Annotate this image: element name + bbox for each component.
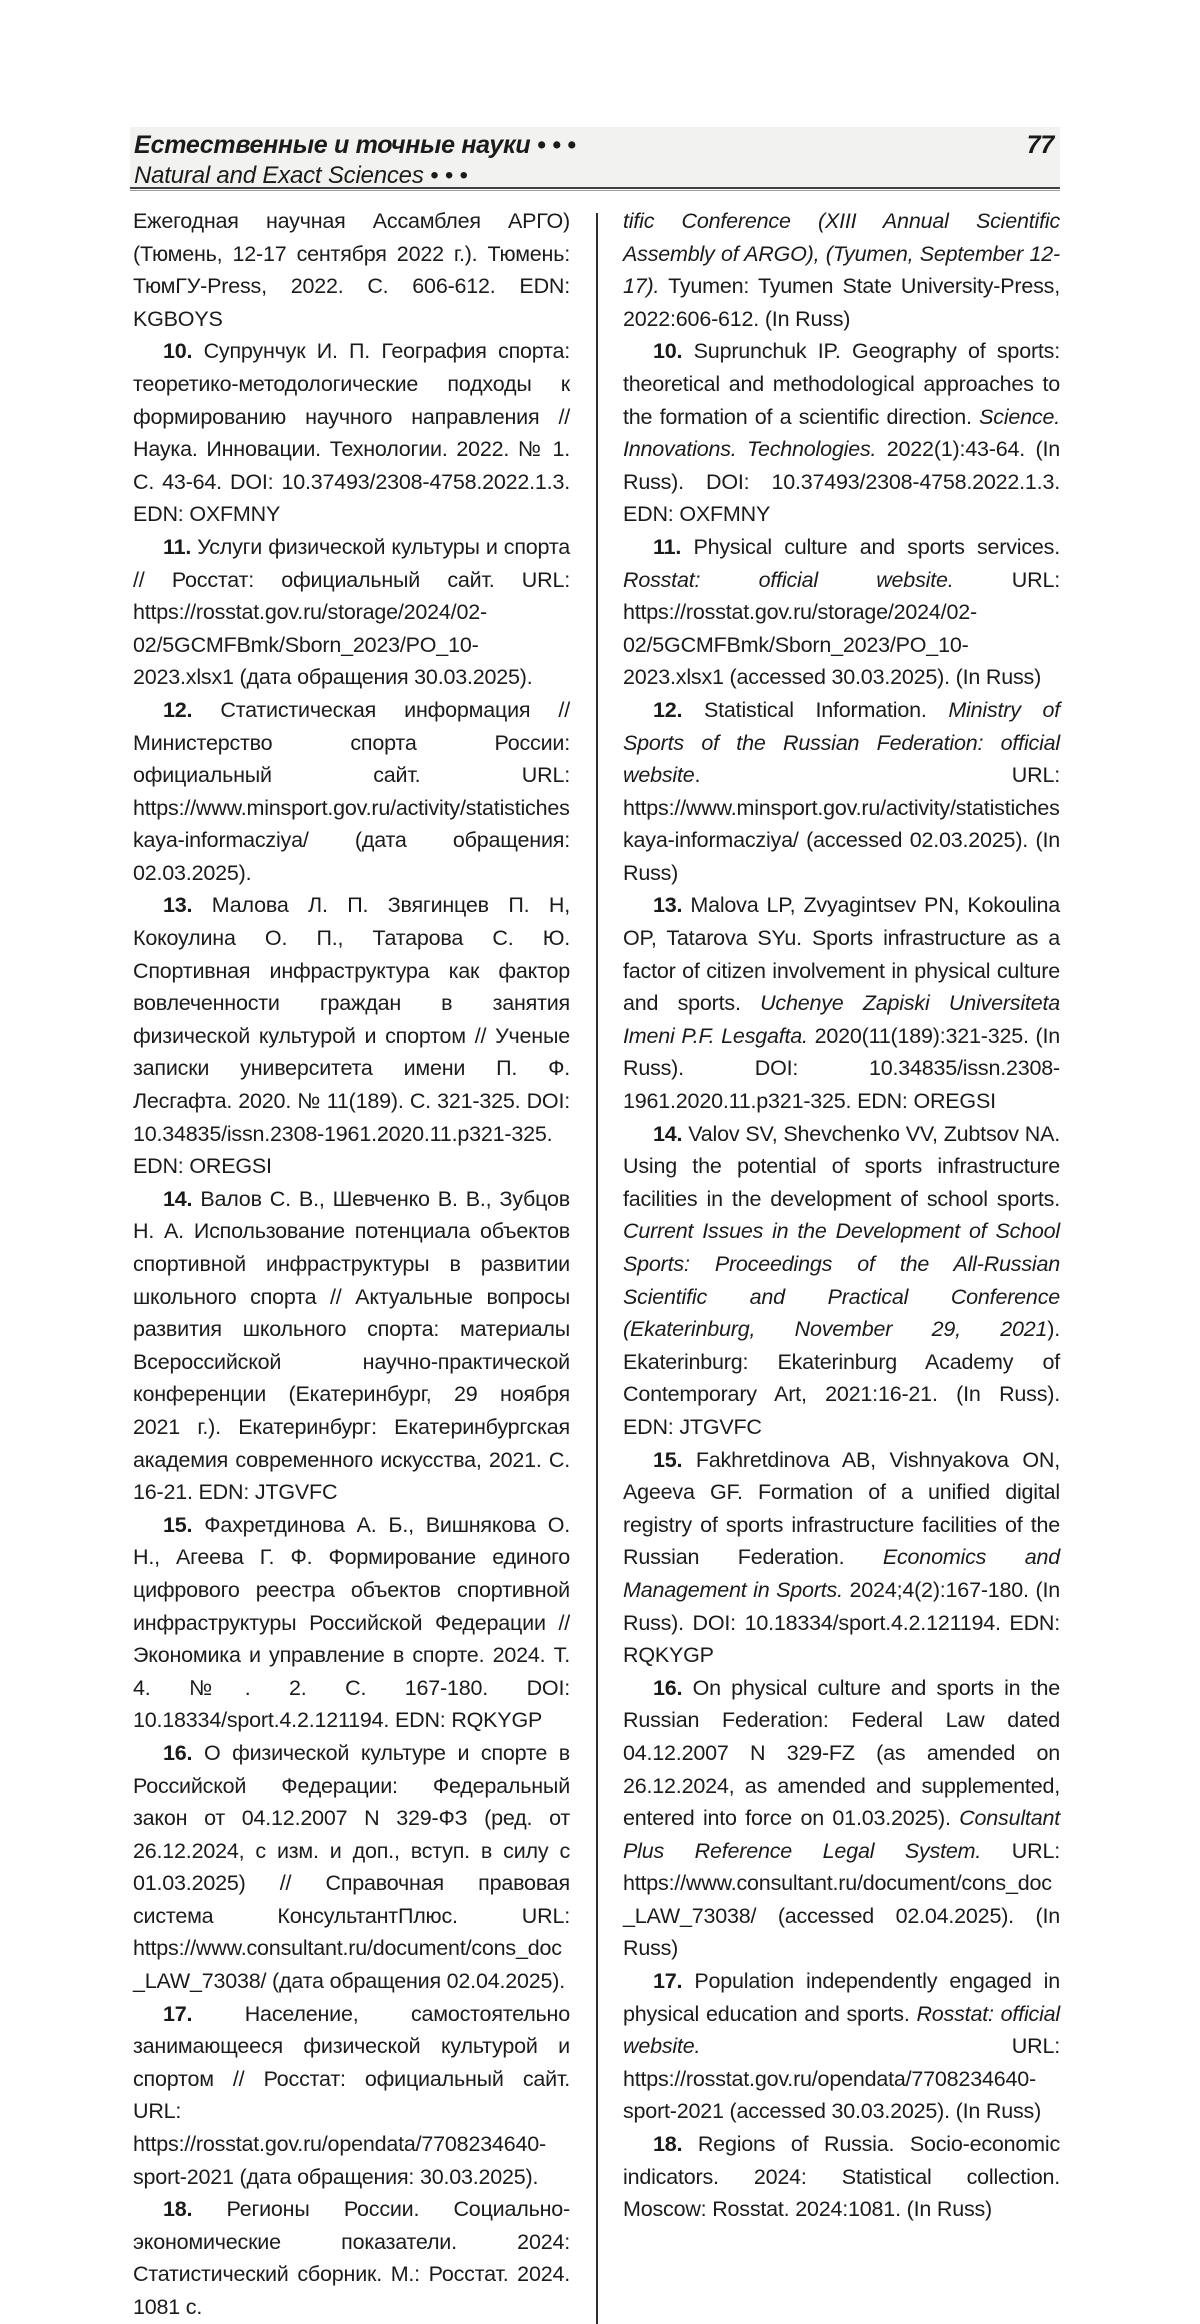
reference-number: 15. [163, 1512, 193, 1537]
reference-item: 17. Население, самостоятельно занимающееся физической культурой и спортом // Росстат: официальный сайт. URL: https://rosstat.gov.ru/opendata/7708234640-sport-2021 (дата обращения: 30.03.2025). [133, 2001, 570, 2189]
reference-item: 13. Malova LP, Zvyagintsev PN, Kokoulina OP, Tatarova SYu. Sports infrastructure as a factor of citizen involvement in physical culture and sports. Uchenye Zapiski Universiteta Imeni P.F. Lesgafta. 2020(11(189):321-325. (In Russ). DOI: 10.34835/issn.2308-1961.2020.11.p321-325. EDN: OREGSI [623, 893, 1061, 1114]
reference-number: 14. [163, 1186, 193, 1211]
reference-number: 18. [163, 2197, 193, 2222]
references-section [133, 205, 1060, 2324]
reference-item: 12. Статистическая информация // Министерство спорта России: официальный сайт. URL: https://www.minsport.gov.ru/activity/statisticheskaya-informacziya/ (дата обращения: 02.03.2025). [133, 697, 570, 885]
reference-item: 14. Valov SV, Shevchenko VV, Zubtsov NA. Using the potential of sports infrastructure facilities in the development of school sports. Current Issues in the Development of School Sports: Proceedings of the All-Russian Scientific and Practical Conference (Ekaterinburg, November 29, 2021). Ekaterinburg: Ekaterinburg Academy of Contemporary Art, 2021:16-21. (In Russ). EDN: JTGVFC [623, 1121, 1060, 1439]
reference-number: 14. [653, 1121, 683, 1146]
references-column-left [133, 205, 570, 2324]
reference-item: 16. On physical culture and sports in the Russian Federation: Federal Law dated 04.12.2007 N 329-FZ (as amended on 26.12.2024, as amended and supplemented, entered into force on 01.03.2025). Consultant Plus Reference Legal System. URL: https://www.consultant.ru/document/cons_doc_LAW_73038/ (accessed 02.04.2025). (In Russ) [623, 1675, 1060, 1961]
reference-number: 16. [653, 1675, 683, 1700]
reference-number: 12. [163, 697, 193, 722]
page-number: 77 [1026, 131, 1054, 159]
reference-number: 11. [163, 534, 192, 559]
reference-item: 18. Regions of Russia. Socio-economic indicators. 2024: Statistical collection. Moscow: Rosstat. 2024:1081. (In Russ) [623, 2132, 1060, 2222]
reference-item: 11. Physical culture and sports services. Rosstat: official website. URL: https://rosstat.gov.ru/storage/2024/02-02/5GCMFBmk/Sborn_2023/PO_10-2023.xlsx1 (accessed 30.03.2025). (In Russ) [623, 534, 1061, 690]
reference-item: 14. Валов С. В., Шевченко В. В., Зубцов Н. А. Использование потенциала объектов спортивной инфраструктуры в развитии школьного спорта // Актуальные вопросы развития школьного спорта: материалы Всероссийской научно-практической конференции (Екатеринбург, 29 ноября 2021 г.). Екатеринбург: Екатеринбургская академия современного искусства, 2021. С. 16-21. EDN: JTGVFC [133, 1186, 570, 1505]
reference-item: Ежегодная научная Ассамблея АРГО) (Тюмень, 12-17 сентября 2022 г.). Тюмень: ТюмГУ-Press, 2022. С. 606-612. EDN: KGBOYS [133, 209, 570, 331]
reference-item: 15. Фахретдинова А. Б., Вишнякова О. Н., Агеева Г. Ф. Формирование единого цифрового реестра объектов спортивной инфраструктуры Российской Федерации // Экономика и управление в спорте. 2024. Т. 4. №. 2. С. 167-180. DOI: 10.18334/sport.4.2.121194. EDN: RQKYGP [133, 1512, 571, 1733]
reference-number: 10. [653, 339, 683, 364]
header-title-ru: Естественные и точные науки • • • [134, 131, 576, 159]
reference-number: 12. [653, 697, 683, 722]
reference-number: 10. [163, 339, 193, 364]
reference-item: 13. Малова Л. П. Звягинцев П. Н, Кокоулина О. П., Татарова С. Ю. Спортивная инфраструктура как фактор вовлеченности граждан в занятия физической культурой и спортом // Ученые записки университета имени П. Ф. Лесгафта. 2020. № 11(189). С. 321-325. DOI: 10.34835/issn.2308-1961.2020.11.p321-325. EDN: OREGSI [133, 893, 570, 1179]
reference-number: 13. [653, 893, 683, 918]
header-title-en: Natural and Exact Sciences • • • [134, 162, 468, 189]
reference-item: tific Conference (XIII Annual Scientific Assembly of ARGO), (Tyumen, September 12-17). Tyumen: Tyumen State University-Press, 2022:606-612. (In Russ) [623, 209, 1060, 331]
reference-number: 15. [653, 1447, 683, 1472]
reference-item: 11. Услуги физической культуры и спорта // Росстат: официальный сайт. URL: https://rosstat.gov.ru/storage/2024/02-02/5GCMFBmk/Sborn_2023/PO_10-2023.xlsx1 (дата обращения 30.03.2025). [133, 534, 570, 690]
reference-number: 18. [653, 2132, 683, 2157]
reference-item: 10. Suprunchuk IP. Geography of sports: theoretical and methodological approaches to the formation of a scientific direction. Science. Innovations. Technologies. 2022(1):43-64. (In Russ). DOI: 10.37493/2308-4758.2022.1.3. EDN: OXFMNY [623, 339, 1061, 527]
reference-number: 17. [163, 2001, 193, 2026]
reference-number: 17. [653, 1969, 683, 1994]
reference-item: 10. Супрунчук И. П. География спорта: теоретико-методологические подходы к формированию научного направления // Наука. Инновации. Технологии. 2022. № 1. С. 43-64. DOI: 10.37493/2308-4758.2022.1.3. EDN: OXFMNY [133, 339, 570, 527]
page-header [130, 127, 1060, 189]
reference-item: 12. Statistical Information. Ministry of Sports of the Russian Federation: official website. URL: https://www.minsport.gov.ru/activity/statisticheskaya-informacziya/ (accessed 02.03.2025). (In Russ) [623, 697, 1061, 885]
reference-item: 18. Регионы России. Социально-экономические показатели. 2024: Статистический сборник. М.: Росстат. 2024. 1081 с. [133, 2197, 570, 2319]
reference-item: 16. О физической культуре и спорте в Российской Федерации: Федеральный закон от 04.12.2007 N 329-ФЗ (ред. от 26.12.2024, с изм. и доп., вступ. в силу с 01.03.2025) // Справочная правовая система КонсультантПлюс. URL: https://www.consultant.ru/document/cons_doc_LAW_73038/ (дата обращения 02.04.2025). [133, 1740, 570, 1994]
reference-item: 15. Fakhretdinova AB, Vishnyakova ON, Ageeva GF. Formation of a unified digital registry of sports infrastructure facilities of the Russian Federation. Economics and Management in Sports. 2024;4(2):167-180. (In Russ). DOI: 10.18334/sport.4.2.121194. EDN: RQKYGP [623, 1447, 1060, 1668]
reference-number: 11. [653, 534, 682, 559]
column-divider [596, 213, 598, 2324]
reference-number: 16. [163, 1740, 193, 1765]
reference-item: 17. Population independently engaged in physical education and sports. Rosstat: official website. URL: https://rosstat.gov.ru/opendata/7708234640-sport-2021 (accessed 30.03.2025). (In Russ) [623, 1969, 1060, 2124]
references-column-right [623, 205, 1060, 2324]
reference-number: 13. [163, 893, 193, 918]
